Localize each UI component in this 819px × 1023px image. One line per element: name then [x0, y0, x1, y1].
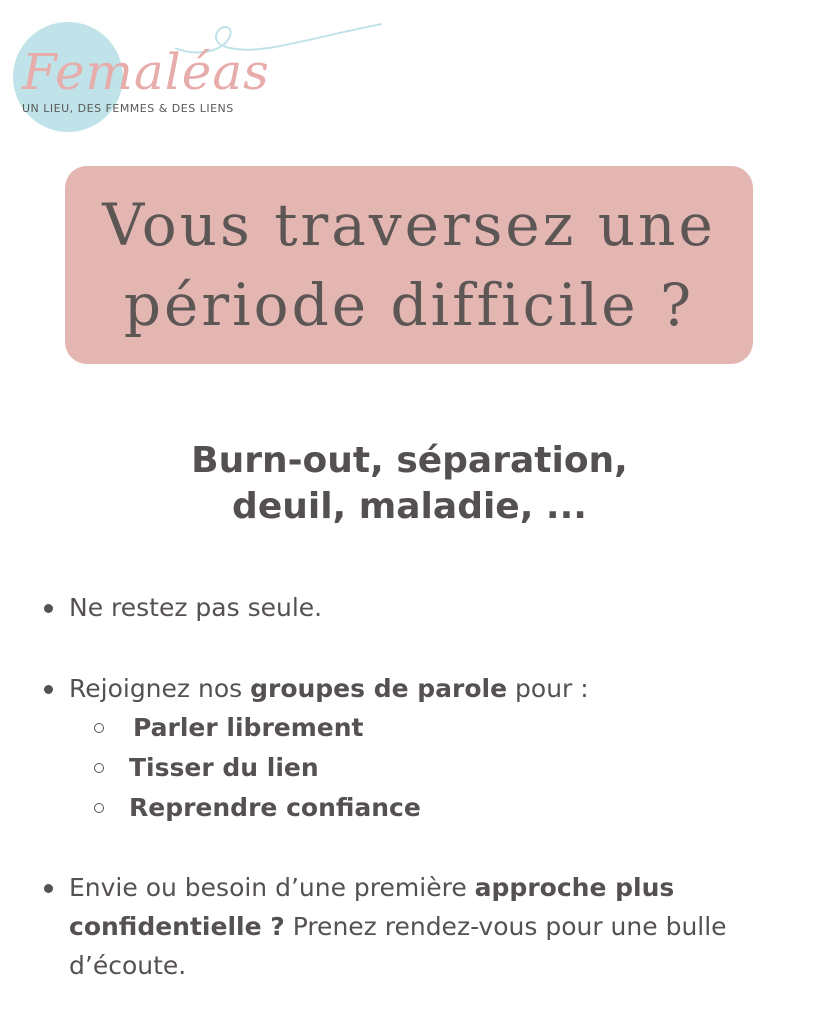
subtitle-line-1: Burn-out, séparation, — [191, 440, 628, 481]
list-item: Envie ou besoin d’une première approche plus confidentielle ? Prenez rendez-vous pour une bulle d’écoute. — [42, 868, 802, 985]
page-title — [102, 185, 716, 345]
subtitle — [0, 438, 819, 530]
list-item: Rejoignez nos groupes de parole pour : Parler librement Tisser du lien Reprendre confiance — [42, 669, 802, 828]
sub-list — [69, 708, 802, 828]
logo-wordmark: Femaléas — [22, 43, 270, 101]
title-line-2: période difficile ? — [123, 271, 695, 339]
logo-tagline: UN LIEU, DES FEMMES & DES LIENS — [22, 102, 234, 115]
sub-list-item: Reprendre confiance — [69, 788, 802, 828]
list-item: Ne restez pas seule. — [42, 588, 802, 627]
logo — [0, 0, 400, 140]
subtitle-line-2: deuil, maladie, ... — [232, 486, 587, 527]
bullet-list — [42, 588, 802, 985]
sub-list-item: Tisser du lien — [69, 748, 802, 788]
title-line-1: Vous traversez une — [102, 191, 716, 259]
title-box — [65, 166, 753, 364]
sub-list-item: Parler librement — [69, 708, 802, 748]
